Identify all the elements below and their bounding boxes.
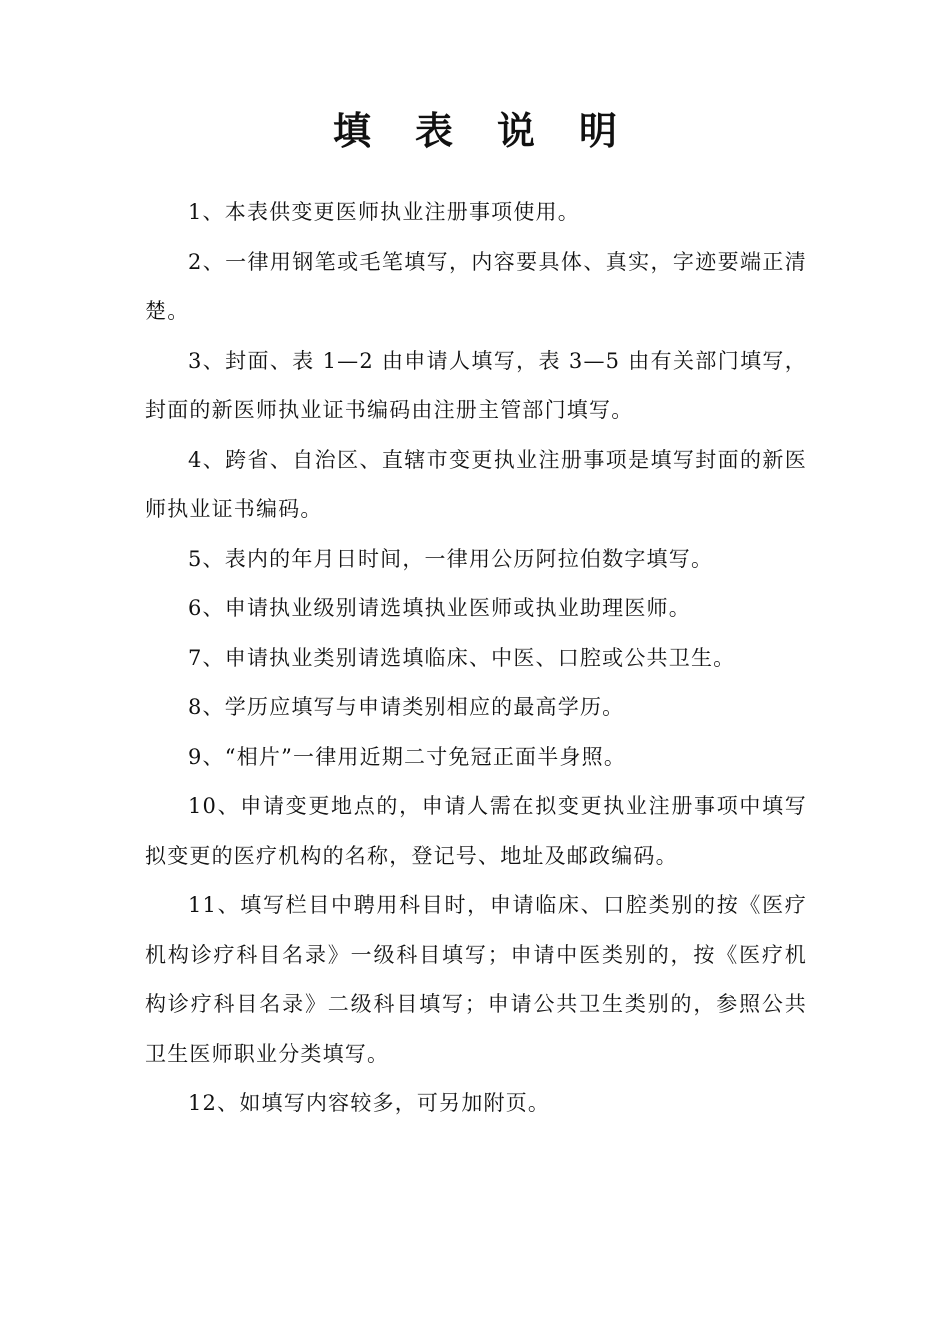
instruction-item-2: 2、一律用钢笔或毛笔填写，内容要具体、真实，字迹要端正清楚。 (145, 249, 807, 323)
instruction-list (145, 188, 807, 1129)
page-title: 填表说明 (332, 108, 661, 153)
instruction-item-7: 7、申请执业类别请选填临床、中医、口腔或公共卫生。 (188, 645, 736, 670)
instruction-item-6: 6、申请执业级别请选填执业医师或执业助理医师。 (188, 596, 691, 620)
instruction-item-1: 1、本表供变更医师执业注册事项使用。 (188, 200, 580, 224)
instruction-item-3: 3、封面、表 1—2 由申请人填写，表 3—5 由有关部门填写，封面的新医师执业证书编码由注册主管部门填写。 (145, 348, 807, 422)
instruction-item-12: 12、如填写内容较多，可另加附页。 (188, 1091, 551, 1115)
instruction-item-5: 5、表内的年月日时间，一律用公历阿拉伯数字填写。 (188, 546, 714, 571)
instruction-item-11: 11、填写栏目中聘用科目时，申请临床、口腔类别的按《医疗机构诊疗科目名录》一级科目填写；申请中医类别的，按《医疗机构诊疗科目名录》二级科目填写；申请公共卫生类别的，参照公共卫生医师职业分类填写。 (145, 893, 807, 1066)
instruction-item-10: 10、申请变更地点的，申请人需在拟变更执业注册事项中填写拟变更的医疗机构的名称，登记号、地址及邮政编码。 (145, 794, 807, 868)
instruction-item-8: 8、学历应填写与申请类别相应的最高学历。 (188, 695, 625, 719)
instruction-item-9: 9、“相片”一律用近期二寸免冠正面半身照。 (188, 744, 627, 769)
instruction-item-4: 4、跨省、自治区、直辖市变更执业注册事项是填写封面的新医师执业证书编码。 (145, 447, 807, 521)
